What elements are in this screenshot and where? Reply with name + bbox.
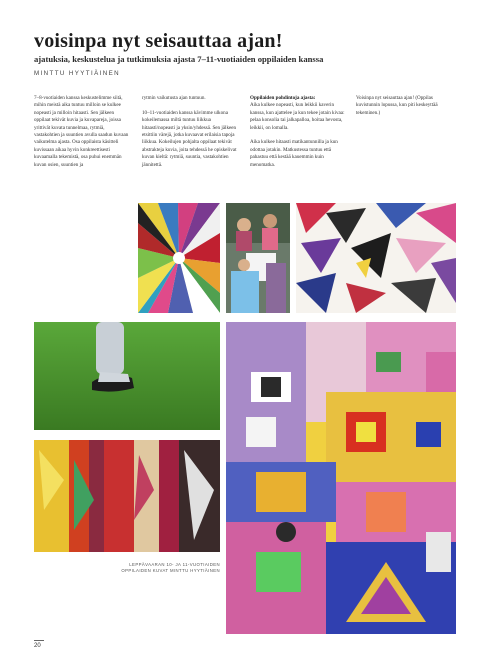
paragraph: 10–11-vuotiaiden kanssa kävimme ulkona kokeilemassa miltä tuntuu liikkua hitaasti/nopeasti ja yksin/yhdessä. Sen jälkeen etsittiin värejä, jotka kuvaavat erilaisia tapoja liikkua. Kokeilujen pohjalta oppilaat tekivät abstrakteja kuvia, joita tehdessä he opiskelivat kuvan kieltä: rytmiä, suuntia, vastakohtien jännitettä. (142, 109, 237, 168)
text-column-3 (250, 95, 346, 169)
paragraph: 7–8-vuotiaiden kanssa keskustelimme siitä, mihin meistä aika tuntuu milloin se kulkee nopeasti ja milloin hitaasti. Sen jälkeen oppilaat tekivät kuvia ja kuvapareja, joissa yrittivät kuvata tunnelmaa, rytmiä, vastakohtien ja suuntien avulla saadun kuvaan vaikutelma ajasta. Osa oppilaista käsitteli kuvissaan aikaa hyvin konkreettisesti kuvaamalla tekemistä, osa puhui enemmän kuvan osien, suuntien ja (34, 95, 129, 168)
text-column-4 (356, 95, 452, 117)
artwork-large-abstract-image (226, 322, 456, 634)
article-subtitle: ajatuksia, keskustelua ja tutkimuksia ajasta 7–11-vuotiaiden oppilaiden kanssa (34, 54, 324, 64)
photo-caption: LEPPÄVAARAN 10- JA 11-VUOTIAIDEN OPPILAIDEN KUVAT MINTTU HYYTIÄINEN (121, 562, 220, 574)
paragraph: Voisinpa nyt seisauttaa ajan! (Oppilas kuvistunnin lopussa, kun piti keskeyttää tekeminen.) (356, 95, 438, 116)
article-title: voisinpa nyt seisauttaa ajan! (34, 30, 283, 52)
artwork-stripes-image (34, 440, 220, 552)
footer-rule (34, 640, 44, 641)
paragraph: rytmin vaikutusta ajan tuntuun. (142, 95, 206, 101)
text-column-1 (34, 95, 130, 169)
artwork-radiating-image (138, 203, 220, 313)
children-photo (226, 203, 290, 313)
paragraph: Aika kulkee hitaasti matikantunnilla ja kun odottaa jotakin. Matkustessa tuntuu että pahastuu että kestää kauemmin kuin menomatka. (250, 139, 338, 168)
artwork-abstract-image (296, 203, 456, 313)
page-number: 20 (34, 643, 41, 649)
article-author: MINTTU HYYTIÄINEN (34, 70, 121, 77)
grass-feet-photo (34, 322, 220, 430)
column-heading: Oppilaiden pohdintoja ajasta: (250, 95, 316, 101)
paragraph: Aika kulkee nopeasti, kun leikkii kaverin kanssa, kun ajattelee ja kun tekee jotain kivaa: pelaa konsolia tai jalkapalloa, hoitaa hevosta, leikkii, on lomalla. (250, 102, 345, 131)
text-column-2 (142, 95, 240, 169)
